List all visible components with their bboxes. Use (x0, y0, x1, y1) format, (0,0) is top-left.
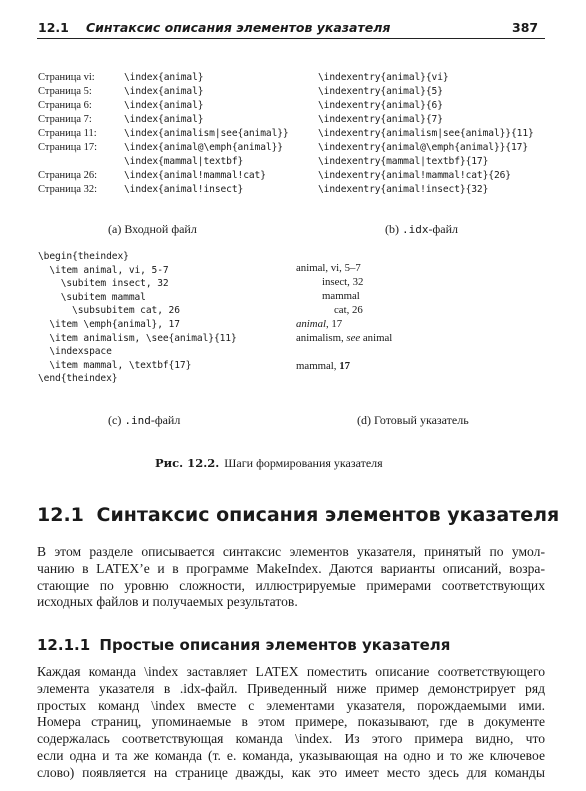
caption-b-prefix: (b) (385, 222, 399, 236)
paragraph-line: слово) появляется на странице дважды, как это имеет место здесь для команды (37, 764, 545, 780)
page-number: 387 (512, 20, 539, 35)
idx-entry: \indexentry{animal!insect}{32} (318, 184, 489, 195)
index-entry-italic: animal (296, 318, 326, 330)
ind-line: \item animalism, \see{animal}{11} (38, 332, 237, 344)
input-page-label: Страница 26: (38, 170, 98, 181)
input-index-command: \index{animal!mammal!cat} (124, 170, 266, 181)
header-rule (37, 38, 545, 39)
paragraph-line: если одна и та же команда (т. е. команда, указывающая на одно и то же ключевое (37, 747, 545, 763)
input-page-label: Страница 7: (38, 114, 92, 125)
idx-entry: \indexentry{animal}{5} (318, 86, 443, 97)
index-entry (296, 332, 392, 344)
ind-line: \subsubitem cat, 26 (38, 305, 180, 317)
paragraph-line: Номера страниц, упоминаемые в этом примере, показывают, где в документе (37, 714, 545, 730)
idx-entry: \indexentry{animal}{6} (318, 100, 443, 111)
figure-label: Рис. 12.2. (155, 456, 220, 470)
input-index-command: \index{animal} (124, 114, 204, 125)
input-index-command: \index{animal} (124, 72, 204, 83)
index-subentry: insect, 32 (322, 276, 364, 288)
ind-line: \item animal, vi, 5-7 (38, 264, 169, 276)
idx-entry: \indexentry{animal}{7} (318, 114, 443, 125)
caption-a (108, 222, 197, 237)
paragraph-line: элемента указателя в .idx-файл. Приведенный ниже пример демонстрирует ряд (37, 680, 545, 696)
ind-line: \begin{theindex} (38, 251, 129, 262)
body-paragraph (37, 664, 545, 782)
ind-line: \item \emph{animal}, 17 (38, 318, 180, 330)
input-index-command: \index{mammal|textbf} (124, 156, 244, 167)
subsection-number: 12.1.1 (37, 636, 91, 654)
input-page-label: Страница vi: (38, 72, 95, 83)
input-index-command: \index{animal@\emph{animal}} (124, 142, 283, 153)
paragraph-line: В этом разделе описывается синтаксис элементов указателя, принятый по умол- (37, 544, 545, 559)
paragraph-line: чанию в LATEX’е и в программе MakeIndex. Даются варианты описаний, возра- (37, 560, 545, 576)
intro-paragraph (37, 544, 545, 611)
input-index-command: \index{animalism|see{animal}} (124, 128, 289, 139)
index-subsubentry: cat, 26 (334, 304, 363, 316)
caption-b-ext: .idx (402, 223, 429, 236)
caption-a-prefix: (a) (108, 222, 122, 236)
paragraph-line: Каждая команда \index заставляет LATEX поместить описание соответствующего (37, 664, 545, 679)
input-page-label: Страница 6: (38, 100, 92, 111)
ind-line: \end{theindex} (38, 373, 118, 385)
index-entry-bold-page: 17 (339, 360, 350, 372)
caption-d: (d) Готовый указатель (357, 413, 469, 427)
input-page-label: Страница 11: (38, 128, 97, 139)
section-title: Синтаксис описания элементов указателя (96, 504, 560, 526)
idx-entry: \indexentry{animal}{vi} (318, 72, 449, 83)
running-header-section-number: 12.1 (38, 20, 69, 35)
input-page-label: Страница 17: (38, 142, 98, 153)
idx-entry: \indexentry{animal@\emph{animal}}{17} (318, 142, 529, 153)
figure-title: Шаги формирования указателя (224, 456, 383, 470)
ind-line: \item mammal, \textbf{17} (38, 359, 192, 371)
ind-file-code (38, 250, 237, 386)
figure-caption (155, 452, 383, 471)
paragraph-line: простых команд \index вместе с элементами указателя, порождаемыми ими. (37, 697, 545, 713)
input-page-label: Страница 5: (38, 86, 92, 97)
ind-file-listing (38, 250, 237, 386)
index-entry: animal, vi, 5–7 (296, 262, 361, 274)
section-heading (37, 504, 559, 526)
input-page-label: Страница 32: (38, 184, 98, 195)
paragraph-line: содержалась соответствующая команда \index. Из этого примера видно, что (37, 731, 545, 747)
caption-c-ext: .ind (124, 414, 151, 427)
index-entry-term: mammal, (296, 360, 340, 372)
index-entry (296, 318, 342, 330)
caption-c-text: -файл (150, 413, 181, 427)
index-entry-see: see (346, 332, 361, 344)
index-entry-pages: , 17 (326, 318, 343, 330)
caption-a-text: Входной файл (124, 222, 197, 236)
caption-b-text: -файл (428, 222, 459, 236)
ind-line: \subitem mammal (38, 291, 146, 303)
caption-b (385, 222, 458, 237)
paragraph-line: стающие по уровню сложности, иллюстрируемые примерами соответствующих (37, 577, 545, 593)
idx-entry: \indexentry{animalism|see{animal}}{11} (318, 128, 534, 139)
input-index-command: \index{animal} (124, 100, 204, 111)
subsection-title: Простые описания элементов указателя (99, 636, 451, 654)
section-number: 12.1 (37, 504, 84, 526)
index-subentry: mammal (322, 290, 360, 302)
paragraph-line: исходных файлов и получаемых результатов. (37, 594, 298, 610)
input-index-command: \index{animal} (124, 86, 204, 97)
idx-entry: \indexentry{animal!mammal!cat}{26} (318, 170, 511, 181)
caption-c (108, 413, 180, 428)
ind-line: \subitem insect, 32 (38, 278, 169, 290)
running-header-title: Синтаксис описания элементов указателя (86, 20, 391, 35)
index-entry (296, 360, 350, 372)
input-index-command: \index{animal!insect} (124, 184, 244, 195)
ind-line: \indexspace (38, 346, 112, 358)
subsection-heading (37, 636, 450, 654)
index-entry-term: animalism, (296, 332, 347, 344)
idx-entry: \indexentry{mammal|textbf}{17} (318, 156, 489, 167)
caption-c-prefix: (c) (108, 413, 122, 427)
index-entry-target: animal (360, 332, 393, 344)
